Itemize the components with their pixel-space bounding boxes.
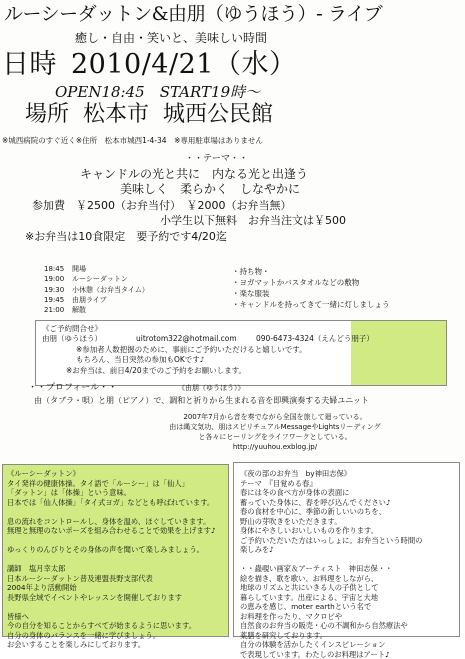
dinner-bento-box	[233, 462, 460, 659]
reservation-contact: 由朋（ゆうほう）	[42, 334, 102, 343]
venue-hall: 城西公民館	[163, 102, 274, 127]
belongings-list	[232, 266, 390, 310]
highlight-stripe	[351, 321, 446, 385]
list-item: ・楽な服装	[232, 289, 270, 298]
reservation-line: もちろん、当日突然の参加もOKです♪	[76, 355, 205, 364]
price-without-bento: ￥2000（お弁当無）	[186, 199, 292, 212]
open-start-time: OPEN18:45 START19時～	[55, 83, 261, 101]
reservation-line: ※参加者人数把握のために、事前にご予約いただけると嬉しいです。	[76, 345, 307, 354]
profile-heading: ・・プロフィール・・	[28, 383, 118, 393]
event-venue	[25, 103, 287, 127]
dinner-bento-text: 《夜の部のお弁当 by神田志保》 テーマ 『目覚める春』 春には冬の食べ方が身体の表面に 蓄っていた身体に、春を呼び込んでください♪ 春の食材を中心に、季節の新しいいのちを、 野山の芽吹きをいただきます。 身体にやさしいおいしいものを作ります。 ご予約いただいた方はいっしょに。お弁当という時間の 楽しみを♪ ・・蟲覗い画家＆アーティスト 神田志保・・ 絵を描き、歌を歌い、お料理をしながら、 地球のリズムと共にいきる人の子供として 暮らしています。出産による、宇宙と大地 の恵みを感じ、moter earthという名で お料理を作ったり、マクロビや 自然食のお弁当の販売・心の不調和から自然療法や 薬膳を研究しております。 自分の体験を活かしたくインスピレーション で表現しています。わたしのお料理はアート♪	[240, 469, 423, 659]
date-value: 2010/4/21（水）	[71, 49, 297, 80]
venue-note: ※城西病院のすぐ近く※住所 松本市城西1-4-34 ※専用駐車場はありません	[2, 136, 263, 145]
schedule-row: 19:45 由朋ライブ	[44, 295, 107, 304]
venue-city: 松本市	[83, 102, 150, 127]
event-title: ルーシーダットン&由朋（ゆうほう）- ライブ	[4, 3, 383, 25]
belongings-heading: ・持ち物・	[232, 267, 270, 276]
kids-price: 小学生以下無料 お弁当注文は￥500	[160, 214, 346, 227]
list-item: ・キャンドルを持ってきて一緒に灯しましょう	[232, 300, 390, 309]
price-label: 参加費	[32, 199, 65, 212]
theme-heading: ・・テーマ・・	[185, 154, 249, 164]
event-date	[2, 50, 296, 80]
theme-line-2: 美味しく 柔らかく しなやかに	[120, 182, 301, 196]
profile-blog-link[interactable]: http://yuuhou.exblog.jp/	[232, 443, 318, 451]
bento-note: ※お弁当は10食限定 要予約です4/20迄	[25, 230, 227, 243]
profile-description: 由（タブラ・唄）と朋（ピアノ）で、調和と祈りから生まれる音を即興演奏する夫婦ユニット	[34, 396, 369, 405]
lucy-datton-text: 《ルーシーダットン》 タイ発祥の健康体操。タイ語で「ルーシー」は「仙人」 「ダットン」は「体操」という意味。 日本では「仙人体操」「タイ式ヨガ」などとも呼ばれています。 息の流れをコントロールし、身体を温め、ほぐしていきます。 無理と無理のないポーズを組み合わせることで効果を上げます♪ ゆっくりのんびりとその身体の声を聞いて楽しみましょう。 講師 塩月幸太郎 日本ルーシーダットン普及連盟長野支部代表 2004年より活動開始 長野県全域でイベントやレッスンを開催しております 皆様へ 今の自分を知ることからすべてが始まるように思います。 自分の身体のバランスを一緒に学びましょう。 お会いすることを楽しみにしております。	[7, 469, 216, 649]
reservation-line: ※お弁当は、前日4/20までのご予約をお願いします。	[66, 366, 247, 375]
reservation-heading: 《ご予約問合せ》	[42, 324, 102, 333]
reservation-box	[35, 320, 447, 386]
price-info	[32, 200, 292, 212]
schedule-row: 18:45 開場	[44, 265, 86, 273]
theme-line-1: キャンドルの光と共に 内なる光と出逢う	[80, 167, 309, 181]
schedule	[44, 264, 149, 315]
profile-text: 2007年7月から音を奏でながら全国を旅して廻っている。 由は縄文気功、朋はスピリチュアルMessageやLightsリーディング と各々にヒーリングをライフワークとしている。 http://yuuhou.exblog.jp/	[150, 412, 400, 452]
profile-subheading: 《由朋（ゆうほう）》	[178, 384, 245, 392]
list-item: ・ヨガマットかバスタオルなどの敷物	[232, 278, 360, 287]
schedule-row: 19:30 小休憩（お弁当タイム）	[44, 285, 149, 294]
venue-label: 場所	[25, 102, 70, 127]
reservation-email[interactable]: uitrotom322@hotmail.com	[136, 334, 237, 343]
schedule-row: 21:00 解散	[44, 306, 86, 315]
reservation-phone: 090-6473-4324（えんどう朋子）	[256, 334, 374, 343]
lucy-datton-box	[2, 464, 229, 649]
event-subtitle: 癒し・自由・笑いと、美味しい時間	[75, 31, 268, 45]
price-with-bento: ￥2500（お弁当付）	[76, 199, 176, 212]
date-label: 日時	[2, 49, 57, 80]
schedule-row: 19:00 ルーシーダットン	[44, 275, 128, 284]
